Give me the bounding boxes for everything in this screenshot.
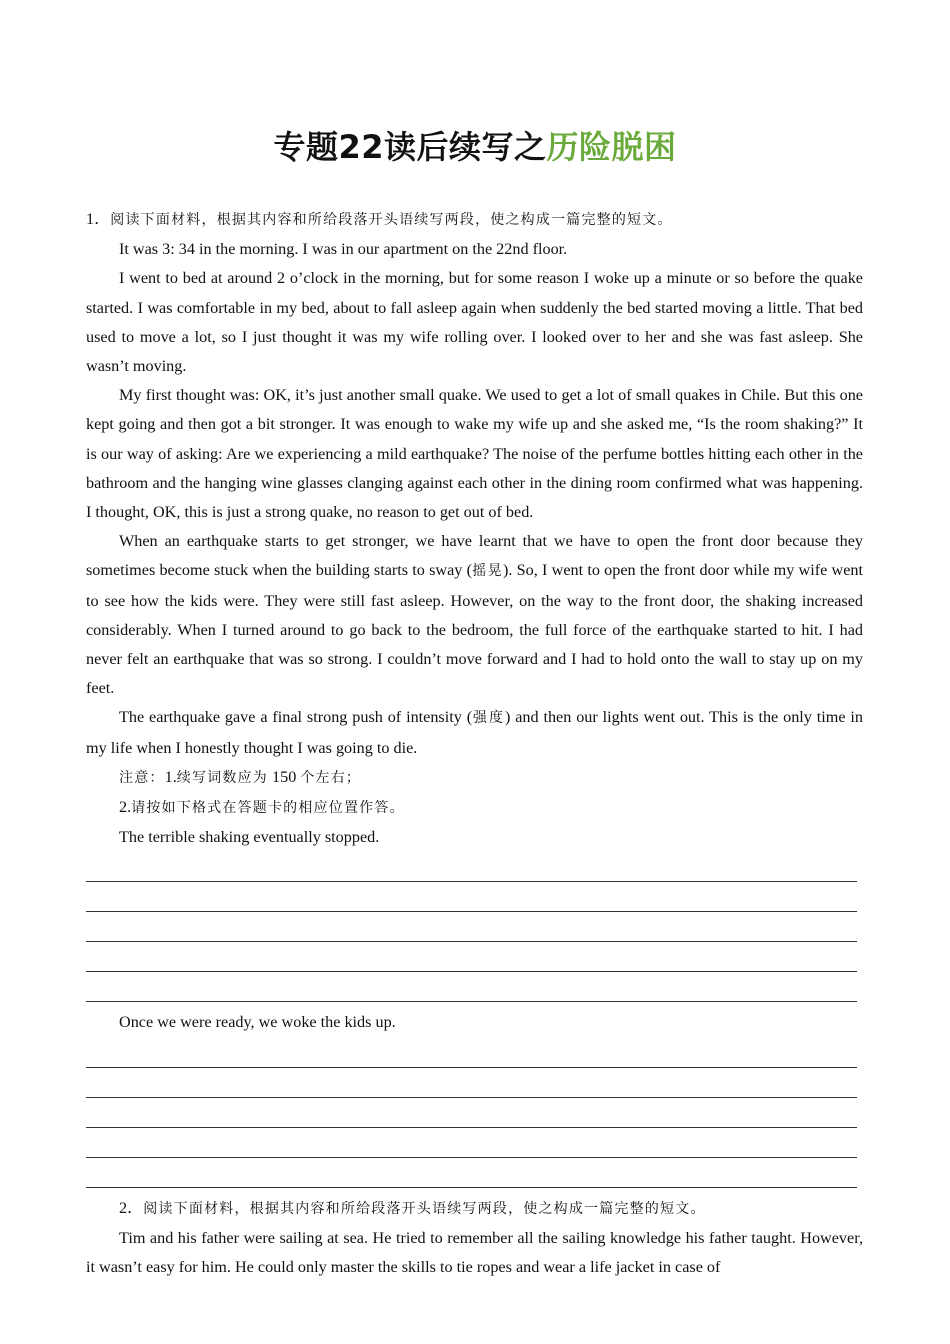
answer-lines-1 [86,852,863,1002]
q1-p5-text-b: ) and then our lights went out. This is the only time in my life when I honestly thought I was going to die. [86,708,863,757]
q1-p4-gloss: 摇晃 [472,563,503,580]
note-1-count: 150 [267,767,301,786]
q1-paragraph-start-2: Once we were ready, we woke the kids up. [119,1013,396,1032]
answer-line[interactable] [86,942,857,972]
document-body [86,205,863,1282]
q1-p5-text-a: The earthquake gave a final strong push of intensity ( [119,708,473,727]
answer-line[interactable] [86,1038,857,1068]
q2-paragraph-1: Tim and his father were sailing at sea. He tried to remember all the sailing knowledge his father taught. However, it wasn’t easy for him. He could only master the skills to tie ropes and wear a life jacket in case of [86,1228,863,1277]
answer-lines-2 [86,1038,863,1188]
q1-p5-gloss: 强度 [472,710,505,727]
q1-paragraph-5 [86,703,863,762]
question-2-number: 2． [119,1198,144,1217]
note-1-text: 续写词数应为 [176,769,268,786]
note-1-number: 1. [164,767,177,786]
question-1-heading [86,205,863,235]
page-title [0,122,950,168]
answer-line[interactable] [86,1128,857,1158]
q1-note-1 [86,763,863,793]
question-1-instruction: 阅读下面材料，根据其内容和所给段落开头语续写两段，使之构成一篇完整的短文。 [110,212,673,228]
q1-paragraph-2: I went to bed at around 2 o’clock in the morning, but for some reason I woke up a minute or so before the quake started. I was comfortable in my bed, about to fall asleep again when suddenly the bed started moving a little. That bed used to move a lot, so I just thought it was my wife rolling over. I looked over to her and she was fast asleep. She wasn’t moving. [86,269,863,376]
answer-line[interactable] [86,852,857,882]
answer-line[interactable] [86,1068,857,1098]
note-2-number: 2. [119,798,132,817]
q1-p4-text-a: When an earthquake starts to get stronger, we have learnt that we have to open the front door because they sometimes become stuck when the building starts to sway ( [86,532,863,580]
answer-line[interactable] [86,972,857,1002]
q1-p4-text-b: ). So, I went to open the front door while my wife went to see how the kids were. They were still fast asleep. However, on the way to the front door, the shaking increased considerably. When I turned around to go back to the bedroom, the full force of the earthquake started to hit. I had never felt an earthquake that was so strong. I couldn’t move forward and I had to hold onto the wall to stay up on my feet. [86,561,863,698]
question-2-heading [86,1194,863,1224]
question-2-instruction: 阅读下面材料，根据其内容和所给段落开头语续写两段，使之构成一篇完整的短文。 [143,1200,706,1217]
note-2-text: 请按如下格式在答题卡的相应位置作答。 [131,800,405,817]
title-main: 专题22读后续写之 [273,128,547,166]
answer-line[interactable] [86,1098,857,1128]
note-label: 注意： [119,769,165,786]
answer-line[interactable] [86,912,857,942]
title-highlight: 历险脱困 [546,128,677,166]
q1-paragraph-3: My first thought was: OK, it’s just another small quake. We used to get a lot of small quakes in Chile. But this one kept going and then got a bit stronger. It was enough to wake my wife up and she asked me, “Is the room shaking?” It is our way of asking: Are we experiencing a mild earthquake? The noise of the perfume bottles hitting each other in the bathroom and the hanging wine glasses clanging against each other in the dining room confirmed what was happening. I thought, OK, this is just a strong quake, no reason to get out of bed. [86,386,863,522]
answer-line[interactable] [86,882,857,912]
q1-paragraph-start-1: The terrible shaking eventually stopped. [119,828,380,847]
question-1-number: 1． [86,210,111,228]
note-1-text-end: 个左右； [300,769,362,786]
q1-note-2 [86,793,863,823]
q1-paragraph-1: It was 3: 34 in the morning. I was in our apartment on the 22nd floor. [119,240,568,259]
q1-paragraph-4 [86,527,863,703]
answer-line[interactable] [86,1158,857,1188]
